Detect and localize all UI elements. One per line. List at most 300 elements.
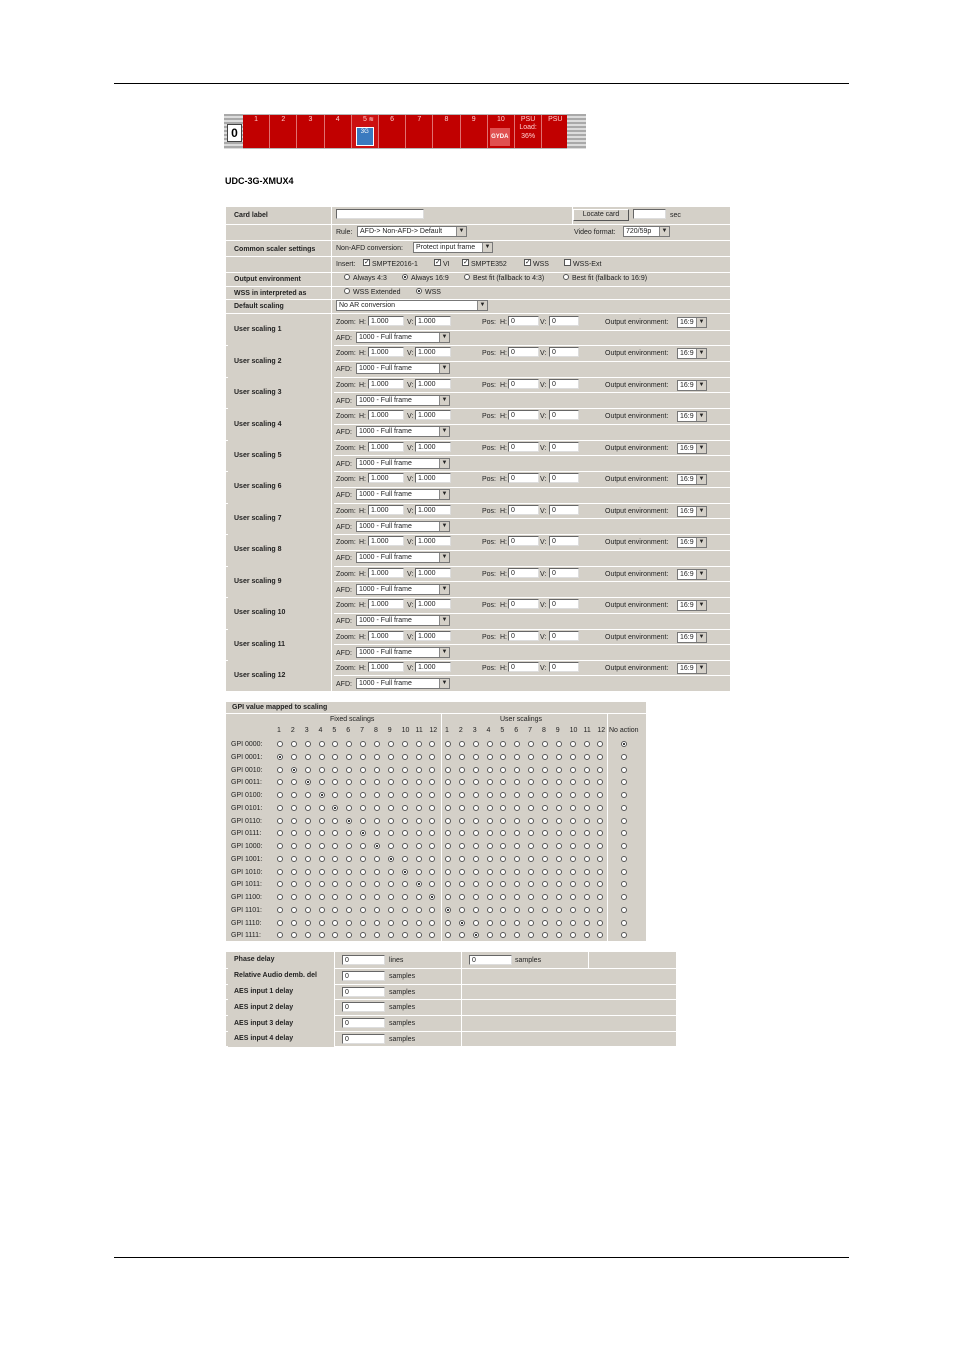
gpi-radio-fixed-8[interactable] [374,767,380,773]
gpi-radio-user-10[interactable] [570,741,576,747]
chevron-down-icon[interactable]: ▼ [439,585,449,594]
gpi-radio-fixed-2[interactable] [291,741,297,747]
gpi-radio-fixed-9[interactable] [388,907,394,913]
chevron-down-icon[interactable]: ▼ [439,522,449,531]
afd-select-5[interactable] [356,458,450,469]
pos-v-input-5[interactable]: 0 [549,442,579,452]
gpi-radio-fixed-6[interactable] [346,805,352,811]
gpi-radio-user-12[interactable] [597,856,603,862]
gpi-radio-fixed-4[interactable] [319,754,325,760]
gpi-radio-user-5[interactable] [500,856,506,862]
gpi-radio-user-5[interactable] [500,830,506,836]
gpi-radio-fixed-10[interactable] [402,792,408,798]
gpi-radio-user-9[interactable] [556,818,562,824]
gpi-radio-user-3[interactable] [473,779,479,785]
gpi-radio-user-12[interactable] [597,932,603,938]
gpi-radio-user-8[interactable] [542,881,548,887]
pos-h-input-1[interactable]: 0 [508,316,539,326]
gpi-radio-fixed-7[interactable] [360,881,366,887]
gpi-radio-user-5[interactable] [500,881,506,887]
video-format-select[interactable] [623,226,670,237]
pos-h-input-2[interactable]: 0 [508,347,539,357]
gpi-radio-user-7[interactable] [528,856,534,862]
gpi-radio-fixed-4[interactable] [319,907,325,913]
gpi-radio-user-2[interactable] [459,907,465,913]
gpi-radio-user-2[interactable] [459,830,465,836]
zoom-v-input-6[interactable]: 1.000 [415,473,451,483]
gpi-radio-fixed-10[interactable] [402,932,408,938]
chevron-down-icon[interactable]: ▼ [696,381,706,390]
gpi-radio-user-11[interactable] [584,920,590,926]
output-env-select-12[interactable] [677,663,707,674]
gpi-radio-fixed-10[interactable] [402,830,408,836]
gpi-radio-no-action[interactable] [621,792,627,798]
gpi-radio-fixed-12[interactable] [429,869,435,875]
gpi-radio-no-action[interactable] [621,805,627,811]
chevron-down-icon[interactable]: ▼ [659,227,669,236]
gpi-radio-user-9[interactable] [556,932,562,938]
chevron-down-icon[interactable]: ▼ [696,444,706,453]
gpi-radio-fixed-11[interactable] [416,830,422,836]
gpi-radio-user-10[interactable] [570,767,576,773]
gpi-radio-fixed-8[interactable] [374,932,380,938]
gpi-radio-user-6[interactable] [514,881,520,887]
gpi-radio-no-action[interactable] [621,830,627,836]
pos-v-input-2[interactable]: 0 [549,347,579,357]
gpi-radio-fixed-6[interactable] [346,894,352,900]
gpi-radio-fixed-2[interactable] [291,907,297,913]
gpi-radio-user-7[interactable] [528,805,534,811]
insert-checkbox-wss[interactable]: ✓ [525,259,531,266]
gpi-radio-fixed-3[interactable] [305,843,311,849]
chevron-down-icon[interactable]: ▼ [439,616,449,625]
zoom-v-input-8[interactable]: 1.000 [415,536,451,546]
gpi-radio-fixed-10[interactable] [402,907,408,913]
gpi-radio-fixed-6[interactable] [346,907,352,913]
zoom-h-input-4[interactable]: 1.000 [368,410,404,420]
gpi-radio-user-8[interactable] [542,843,548,849]
gpi-radio-fixed-3[interactable] [305,869,311,875]
gpi-radio-user-2[interactable] [459,805,465,811]
gpi-radio-fixed-9[interactable] [388,894,394,900]
gpi-radio-user-5[interactable] [500,907,506,913]
afd-select-12[interactable] [356,678,450,689]
gpi-radio-fixed-9[interactable] [388,920,394,926]
gpi-radio-user-6[interactable] [514,894,520,900]
chevron-down-icon[interactable]: ▼ [482,243,492,252]
gpi-radio-fixed-3[interactable] [305,818,311,824]
gpi-radio-user-11[interactable] [584,741,590,747]
gpi-radio-user-11[interactable] [584,818,590,824]
gpi-radio-user-9[interactable] [556,856,562,862]
gpi-radio-fixed-4[interactable] [319,869,325,875]
gpi-radio-user-5[interactable] [500,894,506,900]
gpi-radio-user-1[interactable] [445,869,451,875]
gpi-radio-fixed-1[interactable] [277,779,283,785]
gpi-radio-fixed-9[interactable] [388,830,394,836]
gpi-radio-user-5[interactable] [500,932,506,938]
zoom-h-input-6[interactable]: 1.000 [368,473,404,483]
gpi-radio-no-action[interactable] [621,754,627,760]
pos-h-input-7[interactable]: 0 [508,505,539,515]
gpi-radio-fixed-7[interactable] [360,843,366,849]
locate-seconds-input[interactable] [633,209,666,219]
chevron-down-icon[interactable]: ▼ [439,679,449,688]
gpi-radio-fixed-3[interactable] [305,767,311,773]
gpi-radio-user-3[interactable] [473,881,479,887]
gpi-radio-fixed-8[interactable] [374,805,380,811]
gpi-radio-user-5[interactable] [500,792,506,798]
gpi-radio-fixed-12[interactable] [429,894,435,900]
pos-v-input-4[interactable]: 0 [549,410,579,420]
chevron-down-icon[interactable]: ▼ [696,475,706,484]
gpi-radio-user-8[interactable] [542,741,548,747]
gpi-radio-fixed-6[interactable] [346,932,352,938]
zoom-v-input-2[interactable]: 1.000 [415,347,451,357]
gpi-radio-user-2[interactable] [459,779,465,785]
gpi-radio-user-1[interactable] [445,881,451,887]
gpi-radio-fixed-10[interactable] [402,754,408,760]
output-env-select-8[interactable] [677,537,707,548]
gpi-radio-fixed-5[interactable] [332,907,338,913]
gpi-radio-fixed-2[interactable] [291,920,297,926]
gpi-radio-user-9[interactable] [556,894,562,900]
gpi-radio-user-3[interactable] [473,843,479,849]
gpi-radio-fixed-4[interactable] [319,932,325,938]
default-scaling-select[interactable] [336,300,488,311]
afd-select-4[interactable] [356,426,450,437]
gpi-radio-fixed-5[interactable] [332,754,338,760]
gpi-radio-fixed-11[interactable] [416,792,422,798]
gpi-radio-fixed-2[interactable] [291,856,297,862]
gpi-radio-fixed-4[interactable] [319,818,325,824]
gpi-radio-user-8[interactable] [542,792,548,798]
gpi-radio-user-5[interactable] [500,767,506,773]
gpi-radio-fixed-6[interactable] [346,830,352,836]
gpi-radio-fixed-5[interactable] [332,779,338,785]
rule-select[interactable] [357,226,467,237]
gpi-radio-fixed-4[interactable] [319,741,325,747]
gpi-radio-fixed-3[interactable] [305,830,311,836]
gpi-radio-user-1[interactable] [445,932,451,938]
gpi-radio-fixed-1[interactable] [277,881,283,887]
gpi-radio-fixed-4[interactable] [319,920,325,926]
gpi-radio-fixed-1[interactable] [277,754,283,760]
gpi-radio-fixed-12[interactable] [429,741,435,747]
gpi-radio-fixed-2[interactable] [291,779,297,785]
gpi-radio-fixed-3[interactable] [305,792,311,798]
gpi-radio-user-12[interactable] [597,920,603,926]
gpi-radio-user-1[interactable] [445,843,451,849]
gpi-radio-user-12[interactable] [597,779,603,785]
gpi-radio-user-7[interactable] [528,741,534,747]
gpi-radio-fixed-11[interactable] [416,754,422,760]
gpi-radio-fixed-12[interactable] [429,779,435,785]
gpi-radio-fixed-9[interactable] [388,767,394,773]
chevron-down-icon[interactable]: ▼ [439,490,449,499]
chevron-down-icon[interactable]: ▼ [696,538,706,547]
gpi-radio-user-7[interactable] [528,881,534,887]
gpi-radio-fixed-7[interactable] [360,805,366,811]
gpi-radio-fixed-6[interactable] [346,881,352,887]
gpi-radio-fixed-6[interactable] [346,779,352,785]
gpi-radio-user-12[interactable] [597,894,603,900]
gpi-radio-user-10[interactable] [570,894,576,900]
gpi-radio-fixed-7[interactable] [360,830,366,836]
gpi-radio-user-6[interactable] [514,830,520,836]
gpi-radio-user-7[interactable] [528,920,534,926]
gpi-radio-fixed-3[interactable] [305,920,311,926]
pos-h-input-12[interactable]: 0 [508,662,539,672]
gpi-radio-fixed-6[interactable] [346,920,352,926]
gpi-radio-fixed-3[interactable] [305,894,311,900]
gpi-radio-user-1[interactable] [445,830,451,836]
gpi-radio-user-12[interactable] [597,881,603,887]
gpi-radio-fixed-9[interactable] [388,818,394,824]
gpi-radio-user-9[interactable] [556,843,562,849]
gpi-radio-fixed-5[interactable] [332,932,338,938]
gpi-radio-no-action[interactable] [621,767,627,773]
gpi-radio-user-3[interactable] [473,920,479,926]
gpi-radio-fixed-5[interactable] [332,805,338,811]
gpi-radio-user-5[interactable] [500,869,506,875]
zoom-h-input-1[interactable]: 1.000 [368,316,404,326]
afd-select-7[interactable] [356,521,450,532]
gpi-radio-user-11[interactable] [584,932,590,938]
gpi-radio-user-5[interactable] [500,805,506,811]
gpi-radio-user-5[interactable] [500,754,506,760]
chevron-down-icon[interactable]: ▼ [696,349,706,358]
chevron-down-icon[interactable]: ▼ [439,427,449,436]
gpi-radio-fixed-1[interactable] [277,920,283,926]
gpi-radio-user-10[interactable] [570,830,576,836]
chevron-down-icon[interactable]: ▼ [439,553,449,562]
gpi-radio-fixed-5[interactable] [332,881,338,887]
pos-v-input-10[interactable]: 0 [549,599,579,609]
rack-slot-12[interactable] [542,115,569,148]
pos-h-input-8[interactable]: 0 [508,536,539,546]
rack-slot-9[interactable] [461,115,488,148]
gpi-radio-fixed-7[interactable] [360,754,366,760]
pos-v-input-8[interactable]: 0 [549,536,579,546]
chevron-down-icon[interactable]: ▼ [696,507,706,516]
gpi-radio-fixed-11[interactable] [416,907,422,913]
rack-slot-3[interactable] [297,115,324,148]
gpi-radio-user-6[interactable] [514,843,520,849]
gpi-radio-user-3[interactable] [473,907,479,913]
gpi-radio-user-2[interactable] [459,932,465,938]
gpi-radio-user-11[interactable] [584,881,590,887]
pos-v-input-3[interactable]: 0 [549,379,579,389]
zoom-h-input-8[interactable]: 1.000 [368,536,404,546]
gpi-radio-fixed-10[interactable] [402,779,408,785]
gpi-radio-fixed-10[interactable] [402,894,408,900]
gpi-radio-fixed-3[interactable] [305,907,311,913]
card-label-input[interactable] [336,209,424,219]
gpi-radio-no-action[interactable] [621,869,627,875]
gpi-radio-fixed-6[interactable] [346,856,352,862]
gpi-radio-user-7[interactable] [528,779,534,785]
gpi-radio-fixed-1[interactable] [277,805,283,811]
gpi-radio-fixed-12[interactable] [429,767,435,773]
gpi-radio-user-2[interactable] [459,754,465,760]
gpi-radio-fixed-8[interactable] [374,843,380,849]
rack-slot-5[interactable] [352,115,379,148]
gpi-radio-no-action[interactable] [621,779,627,785]
gpi-radio-user-3[interactable] [473,818,479,824]
gpi-radio-fixed-7[interactable] [360,907,366,913]
gpi-radio-user-4[interactable] [487,907,493,913]
gpi-radio-user-6[interactable] [514,792,520,798]
gpi-radio-fixed-12[interactable] [429,792,435,798]
gpi-radio-fixed-5[interactable] [332,894,338,900]
gpi-radio-user-8[interactable] [542,754,548,760]
gpi-radio-fixed-6[interactable] [346,741,352,747]
gpi-radio-user-4[interactable] [487,894,493,900]
gpi-radio-fixed-5[interactable] [332,920,338,926]
gpi-radio-user-4[interactable] [487,856,493,862]
gpi-radio-user-8[interactable] [542,856,548,862]
gpi-radio-fixed-11[interactable] [416,920,422,926]
gpi-radio-fixed-11[interactable] [416,932,422,938]
gpi-radio-fixed-1[interactable] [277,907,283,913]
gpi-radio-fixed-4[interactable] [319,767,325,773]
gpi-radio-user-4[interactable] [487,881,493,887]
gpi-radio-fixed-4[interactable] [319,830,325,836]
gpi-radio-fixed-6[interactable] [346,818,352,824]
gpi-radio-fixed-8[interactable] [374,920,380,926]
gpi-radio-fixed-12[interactable] [429,932,435,938]
gpi-radio-fixed-8[interactable] [374,754,380,760]
chevron-down-icon[interactable]: ▼ [477,301,487,310]
chevron-down-icon[interactable]: ▼ [696,318,706,327]
gpi-radio-fixed-4[interactable] [319,779,325,785]
afd-select-2[interactable] [356,363,450,374]
gpi-radio-fixed-9[interactable] [388,741,394,747]
gpi-radio-fixed-1[interactable] [277,741,283,747]
gpi-radio-user-10[interactable] [570,792,576,798]
gpi-radio-fixed-5[interactable] [332,818,338,824]
gpi-radio-user-8[interactable] [542,830,548,836]
gpi-radio-user-4[interactable] [487,779,493,785]
gpi-radio-fixed-8[interactable] [374,818,380,824]
gpi-radio-user-1[interactable] [445,779,451,785]
chevron-down-icon[interactable]: ▼ [696,601,706,610]
gpi-radio-fixed-10[interactable] [402,843,408,849]
gpi-radio-user-4[interactable] [487,741,493,747]
gpi-radio-user-3[interactable] [473,869,479,875]
gpi-radio-user-5[interactable] [500,843,506,849]
zoom-h-input-7[interactable]: 1.000 [368,505,404,515]
gpi-radio-user-10[interactable] [570,856,576,862]
gpi-radio-fixed-4[interactable] [319,805,325,811]
gpi-radio-no-action[interactable] [621,907,627,913]
pos-h-input-3[interactable]: 0 [508,379,539,389]
gpi-radio-user-9[interactable] [556,741,562,747]
gpi-radio-user-9[interactable] [556,830,562,836]
phase-delay-samples-input[interactable]: 0 [469,955,512,965]
gpi-radio-user-11[interactable] [584,856,590,862]
gpi-radio-user-4[interactable] [487,767,493,773]
gpi-radio-user-9[interactable] [556,779,562,785]
rack-slot-8[interactable] [433,115,460,148]
gpi-radio-user-12[interactable] [597,830,603,836]
gpi-radio-fixed-6[interactable] [346,767,352,773]
gpi-radio-user-11[interactable] [584,805,590,811]
gpi-radio-no-action[interactable] [621,741,627,747]
gpi-radio-user-12[interactable] [597,741,603,747]
pos-h-input-6[interactable]: 0 [508,473,539,483]
gpi-radio-user-11[interactable] [584,779,590,785]
gpi-radio-fixed-3[interactable] [305,881,311,887]
gpi-radio-user-6[interactable] [514,818,520,824]
zoom-h-input-12[interactable]: 1.000 [368,662,404,672]
gpi-radio-fixed-8[interactable] [374,881,380,887]
gpi-radio-user-12[interactable] [597,869,603,875]
gpi-radio-user-11[interactable] [584,907,590,913]
rack-slot-4[interactable] [325,115,352,148]
gpi-radio-user-7[interactable] [528,894,534,900]
gpi-radio-fixed-1[interactable] [277,856,283,862]
gpi-radio-fixed-3[interactable] [305,932,311,938]
gpi-radio-user-3[interactable] [473,792,479,798]
gpi-radio-fixed-9[interactable] [388,754,394,760]
gpi-radio-user-7[interactable] [528,767,534,773]
gpi-radio-fixed-3[interactable] [305,741,311,747]
pos-v-input-9[interactable]: 0 [549,568,579,578]
gpi-radio-fixed-11[interactable] [416,818,422,824]
gpi-radio-fixed-11[interactable] [416,856,422,862]
afd-select-10[interactable] [356,615,450,626]
gpi-radio-fixed-4[interactable] [319,894,325,900]
gpi-radio-user-6[interactable] [514,754,520,760]
gpi-radio-fixed-3[interactable] [305,805,311,811]
gpi-radio-fixed-4[interactable] [319,792,325,798]
zoom-v-input-7[interactable]: 1.000 [415,505,451,515]
gpi-radio-fixed-8[interactable] [374,907,380,913]
afd-select-6[interactable] [356,489,450,500]
gpi-radio-user-4[interactable] [487,818,493,824]
gpi-radio-fixed-11[interactable] [416,741,422,747]
gpi-radio-user-11[interactable] [584,869,590,875]
gpi-radio-fixed-7[interactable] [360,792,366,798]
gpi-radio-user-6[interactable] [514,779,520,785]
gpi-radio-user-6[interactable] [514,907,520,913]
gpi-radio-user-7[interactable] [528,932,534,938]
chevron-down-icon[interactable]: ▼ [439,364,449,373]
gpi-radio-fixed-5[interactable] [332,856,338,862]
gpi-radio-user-4[interactable] [487,754,493,760]
chevron-down-icon[interactable]: ▼ [439,333,449,342]
gpi-radio-user-9[interactable] [556,869,562,875]
gpi-radio-user-4[interactable] [487,920,493,926]
gpi-radio-user-7[interactable] [528,792,534,798]
chevron-down-icon[interactable]: ▼ [696,570,706,579]
pos-v-input-11[interactable]: 0 [549,631,579,641]
gpi-radio-user-9[interactable] [556,754,562,760]
pos-v-input-1[interactable]: 0 [549,316,579,326]
gpi-radio-user-8[interactable] [542,779,548,785]
gpi-radio-fixed-1[interactable] [277,869,283,875]
gpi-radio-fixed-1[interactable] [277,767,283,773]
gpi-radio-user-3[interactable] [473,805,479,811]
zoom-v-input-9[interactable]: 1.000 [415,568,451,578]
chevron-down-icon[interactable]: ▼ [696,412,706,421]
gpi-radio-user-11[interactable] [584,830,590,836]
gpi-radio-fixed-5[interactable] [332,792,338,798]
zoom-h-input-5[interactable]: 1.000 [368,442,404,452]
gpi-radio-fixed-11[interactable] [416,894,422,900]
